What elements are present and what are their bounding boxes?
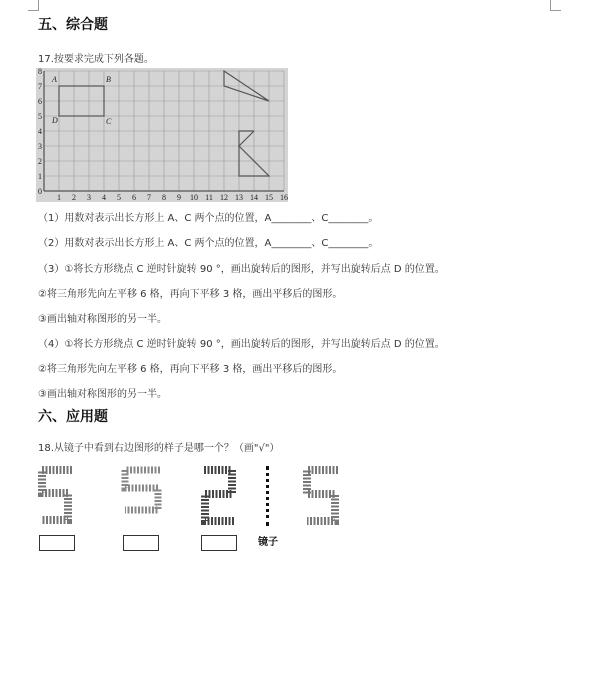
x-tick-label: 6 — [132, 193, 136, 202]
x-tick-label: 12 — [220, 193, 228, 202]
x-tick-label: 3 — [87, 193, 91, 202]
x-tick-label: 7 — [147, 193, 151, 202]
q17-line-2: （2）用数对表示出长方形上 A、C 两个点的位置，A________、C________。 — [38, 238, 379, 249]
x-tick-label: 2 — [72, 193, 76, 202]
coordinate-grid-figure — [36, 68, 288, 202]
x-tick-label: 13 — [235, 193, 243, 202]
x-tick-label: 14 — [250, 193, 258, 202]
answer-box-option-b[interactable] — [123, 535, 159, 551]
y-tick-label: 1 — [38, 172, 42, 181]
q17-line-5: ③画出轴对称图形的另一半。 — [38, 314, 167, 325]
question-18-stem: 18.从镜子中看到右边图形的样子是哪一个？（画"√"） — [38, 443, 280, 454]
q17-line-1: （1）用数对表示出长方形上 A、C 两个点的位置，A________、C________。 — [38, 213, 379, 224]
x-tick-label: 16 — [280, 193, 288, 202]
y-tick-label: 8 — [38, 68, 42, 76]
q17-line-3: （3）①将长方形绕点 C 逆时针旋转 90 °，画出旋转后的图形，并写出旋转后点 D 的位置。 — [38, 264, 445, 275]
x-tick-label: 15 — [265, 193, 273, 202]
mirrored-5-option-b-graphic — [120, 466, 164, 514]
x-tick-label: 5 — [117, 193, 121, 202]
x-tick-label: 11 — [205, 193, 213, 202]
answer-box-option-a[interactable] — [39, 535, 75, 551]
page-corner-mark-right — [550, 0, 561, 11]
x-tick-label: 10 — [190, 193, 198, 202]
mirror-line — [266, 466, 269, 526]
point-label-d: D — [52, 116, 58, 125]
point-label-b: B — [106, 75, 111, 84]
y-tick-label: 7 — [38, 82, 42, 91]
original-5-figure-graphic — [302, 466, 342, 526]
x-tick-label: 9 — [177, 193, 181, 202]
q17-line-8: ③画出轴对称图形的另一半。 — [38, 389, 167, 400]
mirrored-5-option-a-graphic — [38, 466, 76, 524]
page-corner-mark-left — [28, 0, 39, 11]
section-6-heading: 六、应用题 — [38, 409, 108, 425]
mirror-label: 镜子 — [258, 537, 278, 548]
question-17-stem: 17.按要求完成下列各题。 — [38, 54, 154, 65]
answer-box-option-c[interactable] — [201, 535, 237, 551]
y-tick-label: 6 — [38, 97, 42, 106]
q17-line-4: ②将三角形先向左平移 6 格，再向下平移 3 格，画出平移后的图形。 — [38, 289, 343, 300]
section-5-heading: 五、综合题 — [38, 17, 108, 33]
point-label-c: C — [106, 117, 112, 126]
y-tick-label: 3 — [38, 142, 42, 151]
digit-2-option-c-graphic — [200, 466, 238, 526]
origin-label: 0 — [38, 187, 42, 196]
x-tick-label: 4 — [102, 193, 106, 202]
x-tick-label: 8 — [162, 193, 166, 202]
q17-line-7: ②将三角形先向左平移 6 格，再向下平移 3 格，画出平移后的图形。 — [38, 364, 343, 375]
y-tick-label: 4 — [38, 127, 42, 136]
q17-line-6: （4）①将长方形绕点 C 逆时针旋转 90 °，画出旋转后的图形，并写出旋转后点 D 的位置。 — [38, 339, 445, 350]
y-tick-label: 5 — [38, 112, 42, 121]
x-tick-label: 1 — [57, 193, 61, 202]
point-label-a: A — [52, 75, 57, 84]
y-tick-label: 2 — [38, 157, 42, 166]
coordinate-grid-svg — [36, 68, 288, 202]
